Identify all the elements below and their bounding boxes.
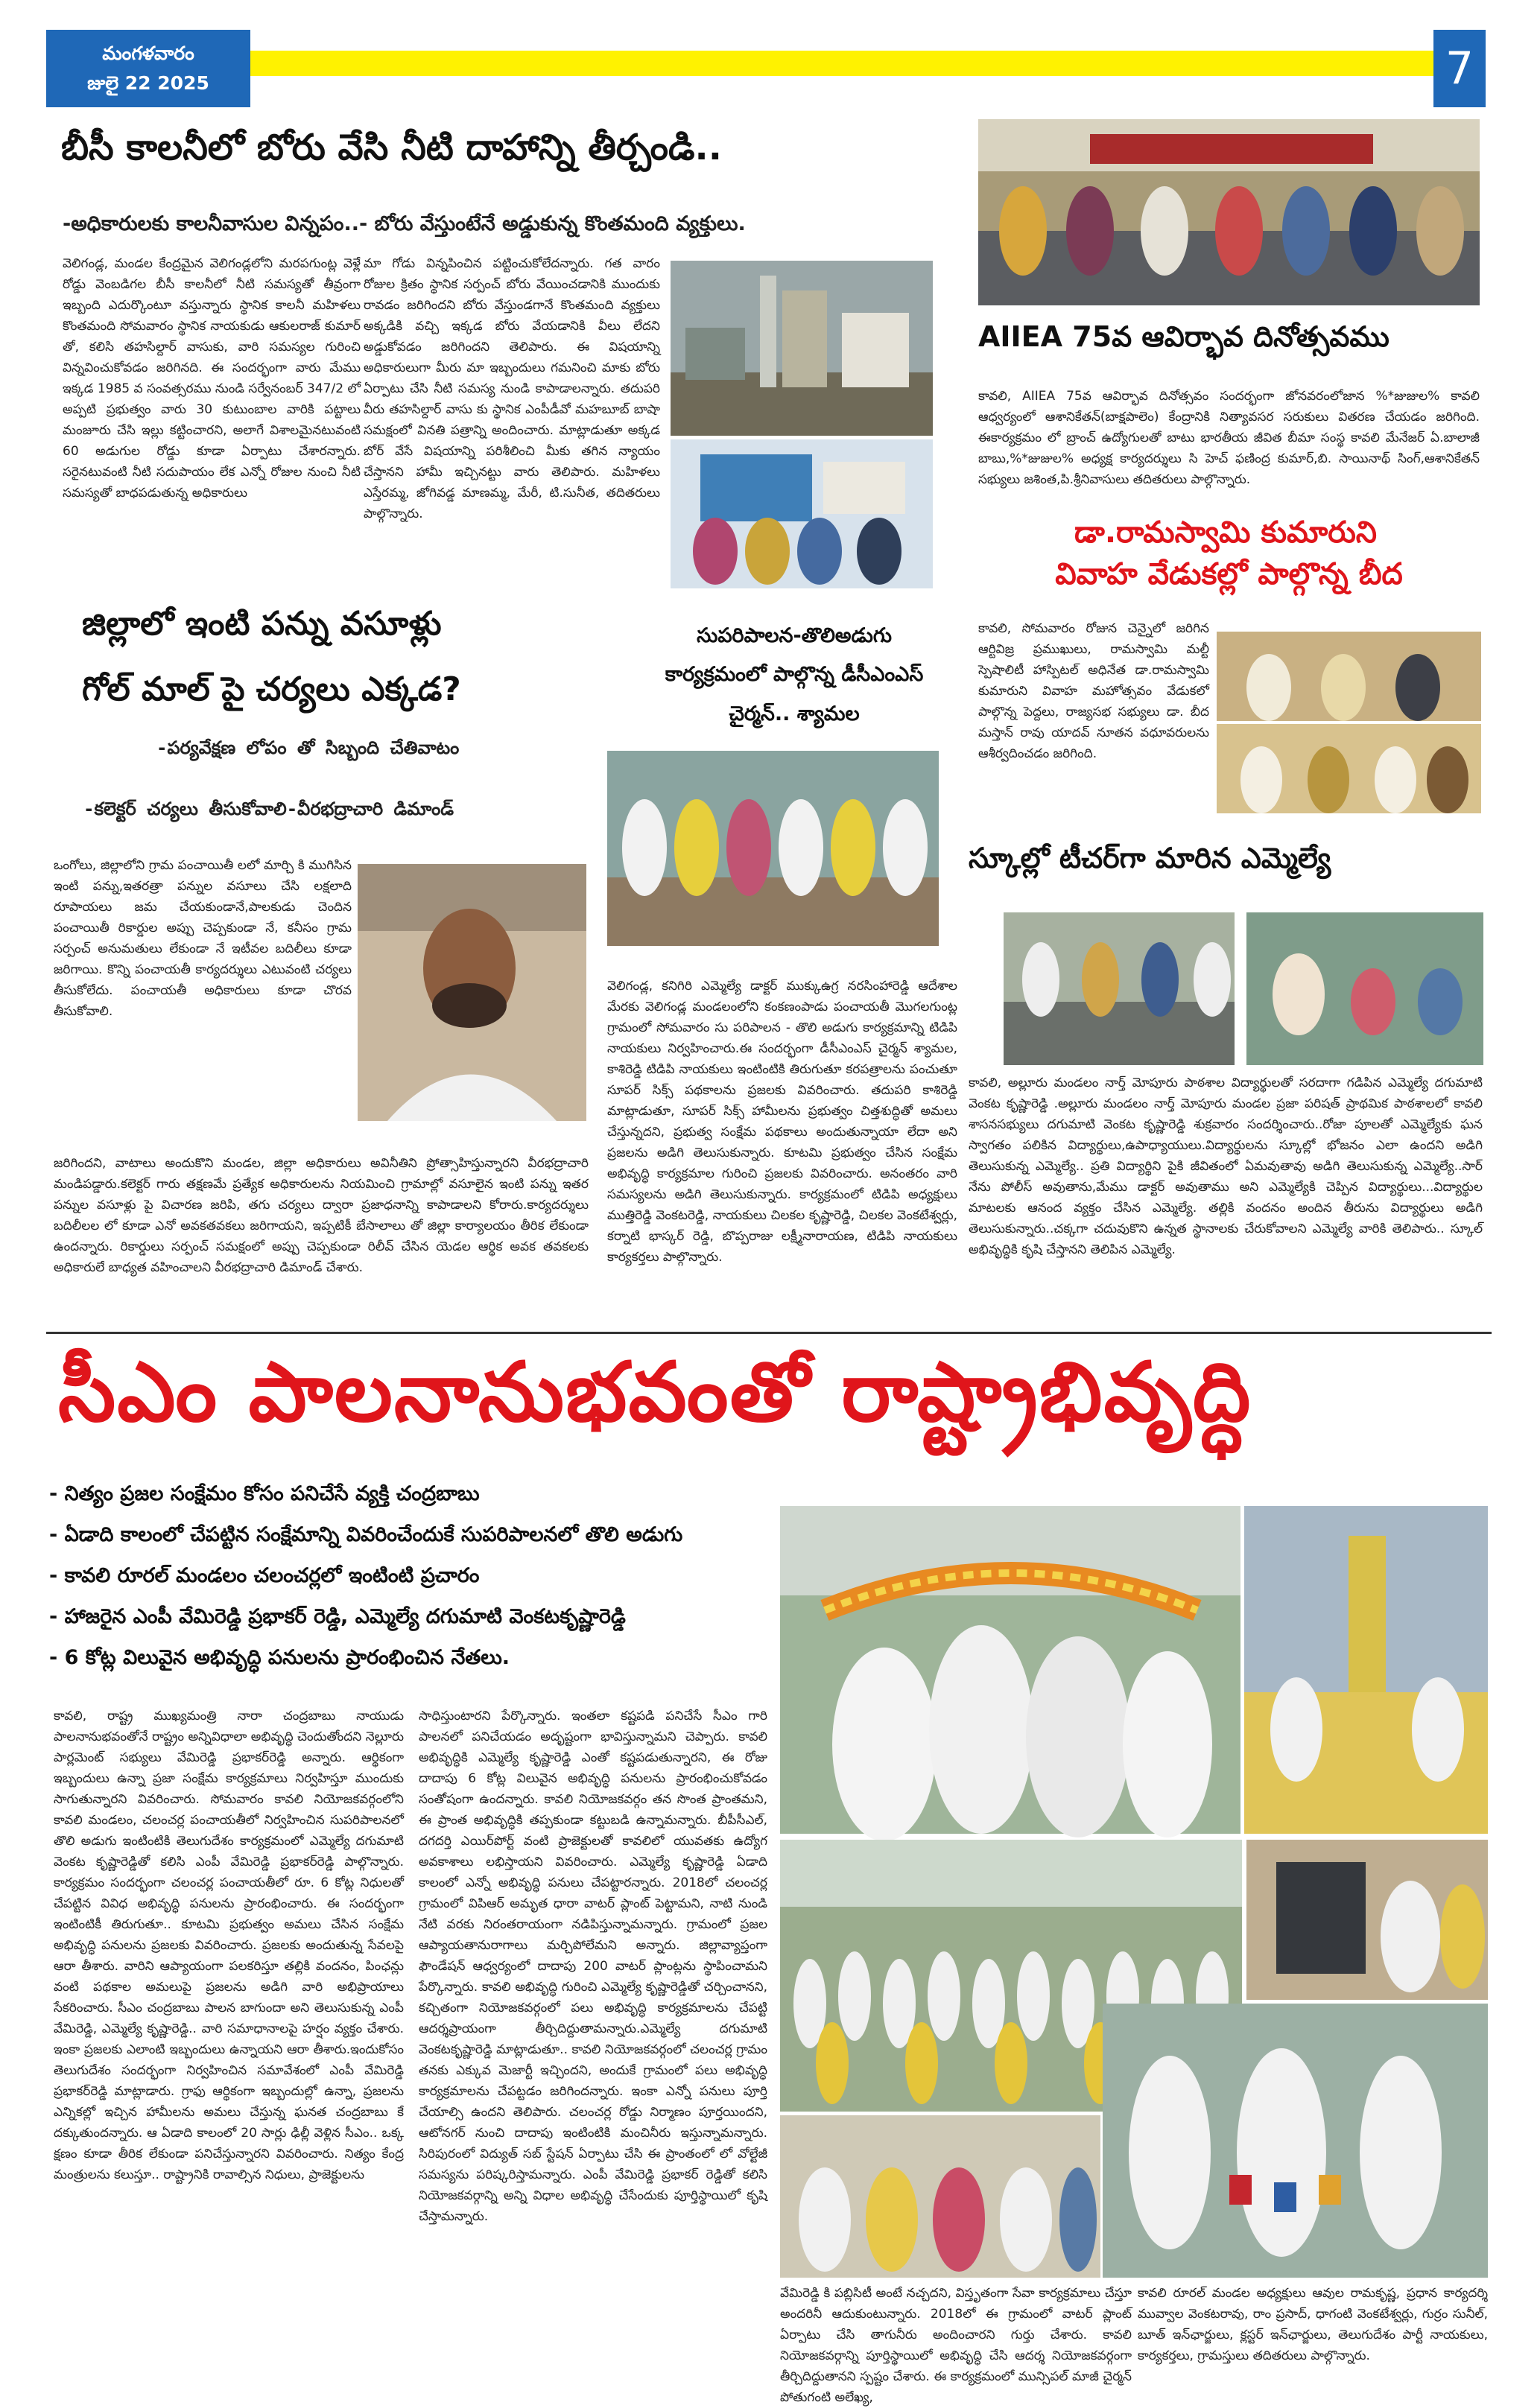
wedding-text: కావలి, సోమవారం రోజున చెన్నైలో జరిగిన ఆర్టివిజ్ర ప్రముఖులు, రామస్వామి మల్టీ స్పెషాలిటీ హాస్పిటల్ అధినేత డా.రామస్వామి కుమారుని వివాహ మహోత్సవం వేడుకలో పాల్గొన్న పెద్దలు, రాజ్యసభ సభ్యులు డా. బీద మస్తాన్ రావు యాదవ్ నూతన వధూవరులను ఆశీర్వదించడం జరిగింది.: [978, 621, 1209, 761]
house-tax-headline-line2: గోల్ మాల్ పై చర్యలు ఎక్కడ?: [82, 670, 461, 708]
house-tax-column-left: [54, 855, 352, 1149]
lead-text-1: కావలి, రాష్ట్ర ముఖ్యమంత్రి నారా చంద్రబాబు నాయుడు పాలనానుభవంతోనే రాష్ట్రం అన్నివిధాలా అభివృద్ధి చెందుతోందని నెల్లూరు పార్లమెంట్ సభ్యులు వేమిరెడ్డి ప్రభాకర్‌రెడ్డి అన్నారు. ఆర్థికంగా ఇబ్బందులు ఉన్నా ప్రజా సంక్షేమ కార్యక్రమాలు నిర్వహిస్తూ ముందుకు సాగుతున్నారని వివరించారు. సోమవారం కావలి నియోజకవర్గంలోని కావలి మండలం, చలంచర్ల పంచాయతీలో నిర్వహించిన సుపరిపాలనలో తొలి అడుగు ఇంటింటికి తెలుగుదేశం కార్యక్రమంలో ఎమ్మెల్యే దగుమాటి వెంకట కృష్ణారెడ్డితో కలిసి ఎంపీ వేమిరెడ్డి ప్రభాకర్‌రెడ్డి పాల్గొన్నారు. కార్యక్రమం సందర్భంగా చలంచర్ల పంచాయతీలో రూ. 6 కోట్ల నిధులతో చేపట్టిన వివిధ అభివృద్ధి పనులను ప్రారంభించారు. ఈ సందర్భంగా ఇంటింటికీ తిరుగుతూ.. కూటమి ప్రభుత్వం అమలు చేసిన సంక్షేమ అభివృద్ధి పనులను ప్రజలకు వివరించారు. ప్రజలకు అందుతున్న సేవలపై ఆరా తీశారు. వారిని ఆప్యాయంగా పలకరిస్తూ తల్లికి వందనం, పింఛన్లు వంటి పథకాల అమలుపై ప్రజలను అడిగి వారి అభిప్రాయాలు సేకరించారు. సీఎం చంద్రబాబు పాలన బాగుందా అని తెలుసుకున్న ఎంపీ వేమిరెడ్డి, ఎమ్మెల్యే కృష్ణారెడ్డి.. వారి సమాధానాలపై హర్షం వ్యక్తం చేశారు. ఇంకా ప్రజలకు ఎలాంటి ఇబ్బందులు ఉన్నాయని ఆరా తీశారు.ఇందుకోసం తెలుగుదేశం సందర్భంగా నిర్వహించిన సమావేశంలో ఎంపీ వేమిరెడ్డి ప్రభాకర్‌రెడ్డి మాట్లాడారు. గ్రాఫు ఆర్థికంగా ఇబ్బందుల్లో ఉన్నా, ప్రజలను ఎన్నికల్లో ఇచ్చిన హామీలను అమలు చేస్తున్న ఘనత చంద్రబాబు కే దక్కుతుందన్నారు. ఆ ఏడాది కాలంలో 20 సార్లు ఢిల్లీ వెళ్లిన సీఎం.. ఒక్క క్షణం కూడా తీరిక లేకుండా పనిచేస్తున్నారని వివరించారు. నిత్యం కేంద్ర మంత్రులను కలుస్తూ.. రాష్ట్రానికి రావాల్సిన నిధులు, ప్రాజెక్టులను: [54, 1709, 404, 2182]
lead-bottom-column-1: [780, 2283, 1132, 2405]
lead-bullet-2: - ఏడాది కాలంలో చేపట్టిన సంక్షేమాన్ని వివరించేందుకే సుపరిపాలనలో తొలి అడుగు: [49, 1523, 683, 1546]
teacher-mla-text: కావలి, అల్లూరు మండలం నార్త్ మోపూరు పాఠశాల విద్యార్థులతో సరదాగా గడిపిన ఎమ్మెల్యే దగుమాటి వెంకట కృష్ణారెడ్డి .అల్లూరు మండలం నార్త్ మోపూరు మండల ప్రజా పరిషత్ ప్రాథమిక పాఠశాలలో కావలి శాసనసభ్యులు దగుమాటి వెంకట కృష్ణారెడ్డి శుక్రవారం సందర్శించారు..రోజా పూలతో ఎమ్మెల్యేకు ఘన స్వాగతం పలికిన విద్యార్థులు,ఉపాధ్యాయులు.విద్యార్థులను స్కూల్లో భోజనం ఎలా ఉందని అడిగి తెలుసుకున్న ఎమ్మెల్యే.. ప్రతి విద్యార్థిని పైకి జీవితంలో ఏమవుతావు అడిగి తెలుసుకున్న ఎమ్మెల్యే..సార్ నేను పోలీస్ అవుతాను,మేము డాక్టర్ అవుతాము అని ఎమ్మెల్యేకి చెప్పిన విద్యార్థులు...విద్యార్థుల మాటలకు ఆనంద వ్యక్తం చేసిన ఎమ్మెల్యే. తల్లికి వందనం అందిన తీరును విద్యార్థులు అడిగి తెలుసుకున్నారు..చక్కగా చదువుకొని ఉన్నత స్థానాలకు చేరుకోవాలని ఎమ్మెల్యే వారికి తెలిపారు.. స్కూల్ అభివృద్ధికి కృషి చేస్తానని తెలిపిన ఎమ్మెల్యే.: [969, 1076, 1483, 1257]
lead-column-2: [419, 1706, 767, 2361]
house-tax-deck-line1: -పర్యవేక్షణ లోపం తో సిబ్బంది చేతివాటం: [156, 737, 460, 758]
lead-photo-media: [1103, 2004, 1488, 2278]
house-tax-deck-line2: -కలెక్టర్ చర్యలు తీసుకోవాలి-వీరభద్రాచారి డిమాండ్: [83, 798, 454, 819]
house-tax-text-2: జరిగిందని, వాటాలు అందుకొని మండల, జిల్లా అధికారులు అవినీతిని ప్రోత్సాహిస్తున్నారని వీరభద్రాచారి మండిపడ్డారు.కలెక్టర్ గారు తక్షణమే ప్రత్యేక అధికారులను నియమించి గ్రామాల్లో వసూలైన ఇంటి పన్ను ఇతర పన్నుల వసూళ్లు పై విచారణ జరిపి, తగు చర్యలు ద్వారా ప్రజాధనాన్ని కాపాడాలని కోరారు.కార్యదర్శులు బదిలీలల లో కూడా ఎనో అవకతవకలు జరిగాయని, ఇప్పటికీ బేసాలాలు తో జిల్లా కార్యాలయం తీరిక లేకుండా ఉందన్నారు. రికార్డులు సర్పంచ్ సమక్షంలో అప్పు చెప్పకుండా రిలీవ్ చేసిన యెడల ఆర్థిక అవక తవకలకు అధికారులే బాధ్యత వహించాలని వీరభద్రాచారి డిమాండ్ చేశారు.: [54, 1156, 589, 1275]
teacher-mla-headline: స్కూల్లో టీచర్‌గా మారిన ఎమ్మెల్యే: [969, 842, 1331, 874]
house-tax-column-full: [54, 1153, 589, 1324]
school-photo-1: [1004, 912, 1235, 1065]
bore-well-photo: [671, 261, 933, 436]
dcms-headline-line3: చైర్మన్.. శ్యామల: [729, 702, 860, 725]
article1-headline: బీసీ కాలనీలో బోరు వేసి నీటి దాహాన్ని తీర్చండి..: [61, 127, 722, 168]
header-yellow-band: [250, 51, 1433, 76]
wedding-body: [978, 618, 1209, 819]
house-tax-headline-line1: జిల్లాలో ఇంటి పన్ను వసూళ్లు: [82, 605, 442, 643]
section-divider: [46, 1332, 1492, 1334]
lead-bottom-text-1: వేమిరెడ్డి కి పబ్లిసిటీ అంటే నచ్చదని, విస్తృతంగా సేవా కార్యక్రమాలు చేస్తూ అందరినీ ఆదుకుంటున్నారు. 2018లో ఈ గ్రామంలో వాటర్ ప్లాంట్ ఏర్పాటు చేసి తాగునీరు అందించారని గుర్తు చేశారు. కావలి నియోజకవర్గాన్ని పూర్తిస్థాయిలో అభివృద్ధి చేసి ఆదర్శ నియోజకవర్గంగా తీర్చిదిద్దుతానని స్పష్టం చేశారు. ఈ కార్యక్రమంలో మున్సిపల్ మాజీ చైర్మన్ పోతుగంటి అలేఖ్య,: [780, 2286, 1132, 2405]
wedding-headline-line1: డా.రామస్వామి కుమారుని: [1074, 515, 1377, 550]
date-box: [46, 30, 250, 107]
lead-photo-inauguration: [1244, 1506, 1488, 1834]
wedding-photo-1: [1217, 632, 1481, 721]
aiiea-headline: AIIEA 75వ ఆవిర్భావ దినోత్సవము: [978, 320, 1390, 353]
aiiea-photo: [978, 119, 1480, 305]
dcms-headline-line2: కార్యక్రమంలో పాల్గొన్న డీసీఎంఎస్: [665, 663, 924, 686]
lead-photo-garland: [780, 1506, 1240, 1834]
lead-bullet-5: - 6 కోట్ల విలువైన అభివృద్ధి పనులను ప్రారంభించిన నేతలు.: [49, 1646, 510, 1669]
lead-bullet-4: - హాజరైన ఎంపీ వేమిరెడ్డి ప్రభాకర్ రెడ్డి, ఎమ్మెల్యే దగుమాటి వెంకటకృష్ణారెడ్డి: [49, 1605, 626, 1628]
veerabhadrachari-photo: [358, 864, 586, 1121]
dcms-photo: [607, 751, 939, 946]
aiiea-text: కావలి, AIIEA 75వ ఆవిర్భావ దినోత్సవం సందర్భంగా జోనవరంలోజాన %*జుజుల% కావలి ఆధ్వర్యంలో ఆశానికేతన్(బాక్షపాలెం) కేంద్రానికి నిత్యావసర సరుకులు వితరణ చేయడం జరిగింది. ఈకార్యక్రమం లో బ్రాంచ్ ఉద్యోగులతో బాటు భారతీయ జీవిత బీమా సంస్థ కావలి మేనేజర్ ఏ.బాలాజీ బాబు,%*జుజుల% అధ్యక్ష కార్యదర్శులు సి హెచ్ ఫణింద్ర కుమార్,బి. సాయినాథ్ సింగ్,ఆశానికేతన్ సభ్యులు జశింత,పి.శ్రీనివాసులు తదితరులు పాల్గొన్నారు.: [978, 389, 1480, 487]
lead-photo-stage: [780, 2115, 1100, 2278]
lead-column-1: [54, 1706, 404, 2361]
article1-text-1: వెలిగండ్ల, మండల కేంద్రమైన వెలిగండ్లలోని మరపగుంట్ల వెళ్లే రోడ్డు వెంబడిగల బీసీ కాలనీలో నీటి సమస్యతో తీవ్రంగా ఇబ్బంది ఎదుర్కొంటూ వస్తున్నారు స్థానిక కాలనీ మహిళలు కొంతమంది సోమవారం స్థానిక నాయకుడు ఆకులరాజ్ కుమార్ తో, కలిసి తహసిల్దార్ వాసుకు, వారి సమస్యల గురించి విన్నవించుకోవడం జరిగినది. ఈ సందర్భంగా వారు మేము ఇక్కడ 1985 వ సంవత్సరము నుండి సర్వేనంబర్ 347/2 లో అప్పటి ప్రభుత్వం వారు 30 కుటుంబాల వారికి పట్టాలు మంజూరు చేసి ఇల్లు కట్టించారని, అలాగే విశాలమైనటువంటి 60 అడుగుల రోడ్డు కూడా ఏర్పాటు చేశారన్నారు. సరైనటువంటి నీటి సదుపాయం లేక ఎన్నో రోజుల నుంచి నీటి సమస్యతో బాధపడుతున్న అధికారులు: [63, 256, 361, 501]
date-label: జులై 22 2025: [87, 72, 209, 94]
lead-bullet-1: - నిత్యం ప్రజల సంక్షేమం కోసం పనిచేసే వ్యక్తి చంద్రబాబు: [49, 1482, 480, 1505]
lead-headline: సీఎం పాలనానుభవంతో రాష్ట్రాభివృద్ధి: [58, 1344, 1252, 1440]
wedding-headline-line2: వివాహ వేడుకల్లో పాల్గొన్న బీద: [1055, 557, 1403, 591]
wedding-photo-2: [1217, 724, 1481, 813]
dcms-body: [607, 976, 957, 1326]
teacher-mla-body: [969, 1073, 1483, 1318]
house-tax-text-1: ఒంగోలు, జిల్లాలోని గ్రామ పంచాయితీ లలో మార్చి కి ముగిసిన ఇంటి పన్ను,ఇతరత్రా పన్నుల వసూలు చేసి లక్షలాది రూపాయలు జమ చేయకుండానే,పాలకుడు చెందిన పంచాయితీ రికార్డుల అప్పు చెప్పకుండా నే, కనీసం గ్రామ సర్పంచ్ అనుమతులు లేకుండా నే ఇటీవల బదిలీలు కూడా జరిగాయి. కొన్ని పంచాయతీ కార్యదర్శులు ఎటువంటి చర్యలు తీసుకోలేదు. పంచాయతీ అధికారులు కూడా చొరవ తీసుకోవాలి.: [54, 858, 352, 1019]
article1-text-2: మా గోడు విన్నపించిన పట్టించుకోలేదన్నారు. గత వారం రోజుల క్రితం స్థానిక సర్పంచ్ బోరు వేయించడానికి ముందుకు రావడం జరిగిందని బోరు వేస్తుండగానే కొంతమంది వ్యక్తులు అక్కడికి వచ్చి ఇక్కడ బోరు వేయడానికి వీలు లేదని అడ్డుకోవడం జరిగిందని తెలిపారు. ఈ విషయాన్ని అధికారులుగా మీరు మా ఇబ్బందులు గమనించి మాకు బోరు ఏర్పాటు చేసి నీటి సమస్య నుండి కాపాడాలన్నారు. తదుపరి వీరు తహసిల్దార్ వాసు కు స్థానిక ఎంపీడీవో మహబూబ్ బాషా సమక్షంలో వినతి పత్రాన్ని అందించారు. మాట్లాడుతూ అక్కడ బోర్ వేసే విషయాన్ని పరిశీలించి మీకు తగిన న్యాయం చేస్తానని హామీ ఇచ్చినట్టు వారు తెలిపారు. మహిళలు ఎస్తేరమ్మ, జోగివడ్డ మాణమ్మ, మేరీ, టి.సునీత, తదితరులు పాల్గొన్నారు.: [364, 256, 660, 521]
lead-bullet-3: - కావలి రూరల్ మండలం చలంచర్లలో ఇంటింటి ప్రచారం: [49, 1564, 480, 1587]
lead-text-2: సాధిస్తుంటారని పేర్కొన్నారు. ఇంతలా కష్టపడి పనిచేసే సీఎం గారి పాలనలో పనిచేయడం అదృష్టంగా భావిస్తున్నామని చెప్పారు. కావలి అభివృద్ధికి ఎమ్మెల్యే కృష్ణారెడ్డి ఎంతో కష్టపడుతున్నారని, ఈ రోజు దాదాపు 6 కోట్ల విలువైన అభివృద్ధి పనులను ప్రారంభించుకోవడం సంతోషంగా ఉందన్నారు. కావలి నియోజకవర్గం తన సొంత ప్రాంతమని, ఈ ప్రాంత అభివృద్ధికి తప్పకుండా కట్టుబడి ఉన్నామన్నారు. బీపీసీఎల్, దగదర్తి ఎయిర్‌పోర్ట్ వంటి ప్రాజెక్టులతో కావలిలో యువతకు ఉద్యోగ అవకాశాలు లభిస్తాయని వివరించారు. ఎమ్మెల్యే కృష్ణారెడ్డి ఏడాది కాలంలో ఎన్నో అభివృద్ధి పనులు చేపట్టారన్నారు. 2018లో చలంచర్ల గ్రామంలో విపిఆర్ అమృత ధారా వాటర్ ప్లాంట్ పెట్టామని, నాటి నుండి నేటి వరకు నిరంతరాయంగా నడిపిస్తున్నామన్నారు. గ్రామంలో ప్రజల ఆప్యాయతానురాగాలు మర్చిపోలేమని అన్నారు. జిల్లావ్యాప్తంగా ఫౌండేషన్ ఆధ్వర్యంలో దాదాపు 200 వాటర్ ప్లాంట్లను స్థాపించామని పేర్కొన్నారు. కావలి అభివృద్ధి గురించి ఎమ్మెల్యే కృష్ణారెడ్డితో చర్చించానని, కచ్చితంగా నియోజకవర్గంలో పలు అభివృద్ధి కార్యక్రమాలను చేపట్టి ఆదర్శప్రాయంగా తీర్చిదిద్దుతామన్నారు.ఎమ్మెల్యే దగుమాటి వెంకటకృష్ణారెడ్డి మాట్లాడుతూ.. కావలి నియోజకవర్గంలో చలంచర్ల గ్రామం తనకు ఎక్కువ మెజార్టీ ఇచ్చిందని, అందుకే గ్రామంలో పలు అభివృద్ధి కార్యక్రమాలను చేపట్టడం జరిగిందన్నారు. ఇంకా ఎన్నో పనులు పూర్తి చేయాల్సి ఉందని తెలిపారు. చలంచర్ల రోడ్డు నిర్మాణం పూర్తయిందని, ఆటోనగర్ నుంచి దాదాపు ఇంటింటికి మంచినీరు ఇస్తున్నామన్నారు. సిరిపురంలో విద్యుత్ సబ్ స్టేషన్ ఏర్పాటు చేసి ఈ ప్రాంతంలో లో వోల్టేజీ సమస్యను పరిష్కరిస్తామన్నారు. ఎంపీ వేమిరెడ్డి ప్రభాకర్ రెడ్డితో కలిసి నియోజకవర్గాన్ని అన్ని విధాల అభివృద్ధి చేసేందుకు పూర్తిస్థాయిలో కృషి చేస్తామన్నారు.: [419, 1709, 767, 2224]
day-label: మంగళవారం: [102, 42, 194, 64]
lead-bottom-column-2: [1138, 2283, 1488, 2369]
article1-column-2: [364, 253, 660, 574]
aiiea-body: [978, 386, 1480, 498]
lead-photo-plaque: [1246, 1840, 1488, 2000]
school-photo-2: [1246, 912, 1483, 1065]
page-number: 7: [1433, 30, 1486, 107]
article1-column-1: [63, 253, 361, 574]
meeting-photo: [671, 439, 933, 588]
article1-deck: -అధికారులకు కాలనీవాసుల విన్నపం..- బోరు వేస్తుంటేనే అడ్డుకున్న కొంతమంది వ్యక్తులు.: [63, 212, 746, 235]
dcms-headline-line1: సుపరిపాలన-తొలిఅడుగు: [697, 624, 892, 647]
dcms-text: వెలిగండ్ల, కనిగిరి ఎమ్మెల్యే డాక్టర్ ముక్కుఉగ్ర నరసింహారెడ్డి ఆదేశాల మేరకు వెలిగండ్ల మండలంలోని కంకణంపాడు పంచాయతీ మొగలగుంట్ల గ్రామంలో సోమవారం సు పరిపాలన - తొలి అడుగు కార్యక్రమాన్ని టిడిపి నాయకులు నిర్వహించారు.ఈ సందర్భంగా డీసీఎంఎస్ చైర్మన్ శ్యామల, కాశిరెడ్డి టిడిపి నాయకులు ఇంటింటికి తిరుగుతూ కరపత్రాలను పంచుతూ సూపర్ సిక్స్ పథకాలను ప్రజలకు వివరించారు. తదుపరి కాశిరెడ్డి మాట్లాడుతూ, సూపర్ సిక్స్ హామీలను ప్రభుత్వం చిత్తశుద్ధితో అమలు చేస్తున్నదని, ప్రభుత్వ సంక్షేమ పథకాలు అందుతున్నాయా లేదా అని ప్రజలను అడిగి తెలుసుకున్నారు. కూటమి ప్రభుత్వం చేసిన సంక్షేమ అభివృద్ధి కార్యక్రమాల గురించి ప్రజలకు వివరించారు. అనంతరం వారి సమస్యలను అడిగి తెలుసుకున్నారు. కార్యక్రమంలో టిడిపి అధ్యక్షులు ముత్తిరెడ్డి వెంకటరెడ్డి, నాయకులు చిలకల కృష్ణారెడ్డి, చిలకల వెంకటేశ్వర్లు, కర్నాటి భాస్కర్ రెడ్డి, బొప్పరాజు లక్ష్మీనారాయణ, టిడిపి నాయకులు కార్యకర్తలు పాల్గొన్నారు.: [607, 979, 957, 1265]
lead-bottom-text-2: కావలి రూరల్ మండల అధ్యక్షులు ఆవుల రామకృష్ణ, ప్రధాన కార్యదర్శి మువ్వాల వెంకటరావు, రాం ప్రసాద్, ధాగంటి వెంకటేశ్వర్లు, గుర్రం సునీల్, బూత్ ఇన్‌ఛార్జులు, క్లస్టర్ ఇన్‌ఛార్జులు, తెలుగుదేశం పార్టీ నాయకులు, కార్యకర్తలు, గ్రామస్తులు తదితరులు పాల్గొన్నారు.: [1138, 2286, 1488, 2363]
